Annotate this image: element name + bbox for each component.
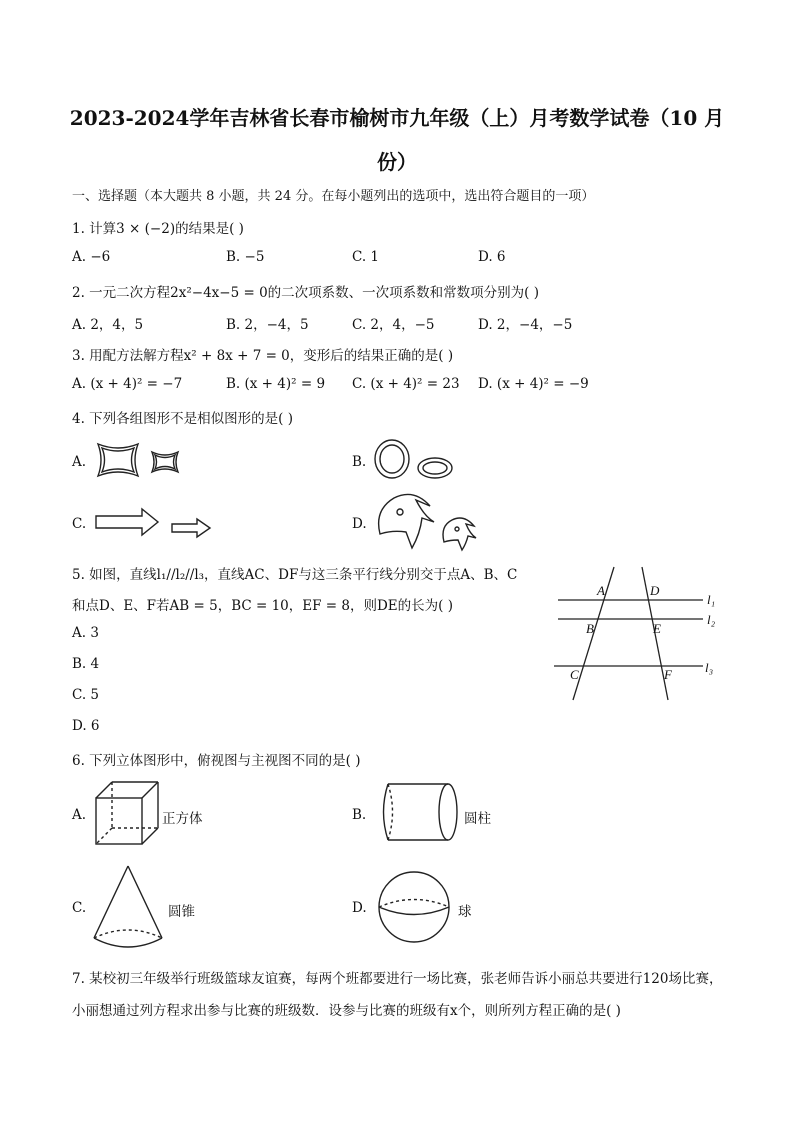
title-line-1: 2023-2024学年吉林省长春市榆树市九年级（上）月考数学试卷（10 月 [69, 106, 725, 130]
question-2-stem: 2. 一元二次方程2x²−4x−5 = 0的二次项系数、一次项系数和常数项分别为( ) [72, 285, 540, 301]
q5-option-d: D. 6 [72, 718, 100, 734]
q6-label-cone: 圆锥 [168, 904, 195, 920]
q6-sphere-figure [374, 868, 454, 946]
question-4-stem: 4. 下列各组图形不是相似图形的是( ) [72, 411, 293, 427]
q6-cylinder-figure [376, 780, 462, 844]
q3-option-a: A. (x + 4)² = −7 [72, 376, 183, 392]
question-5-stem-line-2: 和点D、E、F若AB = 5，BC = 10，EF = 8，则DE的长为( ) [72, 598, 453, 614]
question-7-stem-line-2: 小丽想通过列方程求出参与比赛的班级数．设参与比赛的班级有x个，则所列方程正确的是( ) [72, 1003, 621, 1019]
q6-option-a: A. [72, 807, 87, 823]
q2-option-a: A. 2，4，5 [72, 317, 144, 333]
q4-figure-a-concave-frames [92, 440, 192, 482]
q4-figure-c-arrows [92, 506, 218, 544]
label-l1: l₁ [707, 592, 716, 607]
question-6-stem: 6. 下列立体图形中，俯视图与主视图不同的是( ) [72, 753, 361, 769]
question-7-stem-line-1: 7. 某校初三年级举行班级篮球友谊赛，每两个班都要进行一场比赛，张老师告诉小丽总共要进行120场比赛， [72, 971, 723, 987]
q4-figure-d-bird-shapes [372, 490, 484, 552]
label-b: B [586, 621, 594, 636]
label-a: A [597, 583, 605, 598]
q5-option-c: C. 5 [72, 687, 100, 703]
q1-option-d: D. 6 [478, 249, 506, 265]
q4-option-b: B. [352, 454, 367, 470]
question-5-stem-line-1: 5. 如图，直线l₁//l₂//l₃，直线AC、DF与这三条平行线分别交于点A、B、C [72, 567, 518, 583]
label-d: D [650, 583, 660, 598]
q4-option-a: A. [72, 454, 87, 470]
q4-figure-b-rings [372, 438, 462, 484]
q6-option-b: B. [352, 807, 367, 823]
q1-option-a: A. −6 [72, 249, 111, 265]
section-heading: 一、选择题（本大题共 8 小题，共 24 分。在每小题列出的选项中，选出符合题目的一项） [72, 189, 595, 204]
label-c: C [570, 667, 579, 682]
q6-cone-figure [90, 862, 166, 954]
q3-option-d: D. (x + 4)² = −9 [478, 376, 589, 392]
q1-option-c: C. 1 [352, 249, 380, 265]
q6-option-c: C. [72, 900, 87, 916]
exam-title [60, 96, 734, 184]
q6-label-cylinder: 圆柱 [464, 811, 491, 827]
title-line-2: 份） [377, 150, 417, 174]
q6-option-d: D. [352, 900, 367, 916]
q4-option-d: D. [352, 516, 367, 532]
q5-parallel-lines-figure [548, 562, 728, 704]
q2-option-b: B. 2，−4，5 [226, 317, 309, 333]
q5-option-a: A. 3 [72, 625, 99, 641]
q3-option-c: C. (x + 4)² = 23 [352, 376, 460, 392]
q5-option-b: B. 4 [72, 656, 100, 672]
q6-label-cube: 正方体 [162, 811, 203, 827]
label-e: E [653, 621, 661, 636]
q6-cube-figure [92, 780, 164, 850]
label-l2: l₂ [707, 612, 716, 627]
label-l3: l₃ [705, 660, 714, 675]
q4-option-c: C. [72, 516, 87, 532]
q1-option-b: B. −5 [226, 249, 265, 265]
q3-option-b: B. (x + 4)² = 9 [226, 376, 326, 392]
question-3-stem: 3. 用配方法解方程x² + 8x + 7 = 0，变形后的结果正确的是( ) [72, 348, 454, 364]
q2-option-c: C. 2，4，−5 [352, 317, 435, 333]
question-1-stem: 1. 计算3 × (−2)的结果是( ) [72, 221, 244, 237]
label-f: F [664, 667, 672, 682]
q2-option-d: D. 2，−4，−5 [478, 317, 573, 333]
q6-label-sphere: 球 [458, 904, 472, 920]
